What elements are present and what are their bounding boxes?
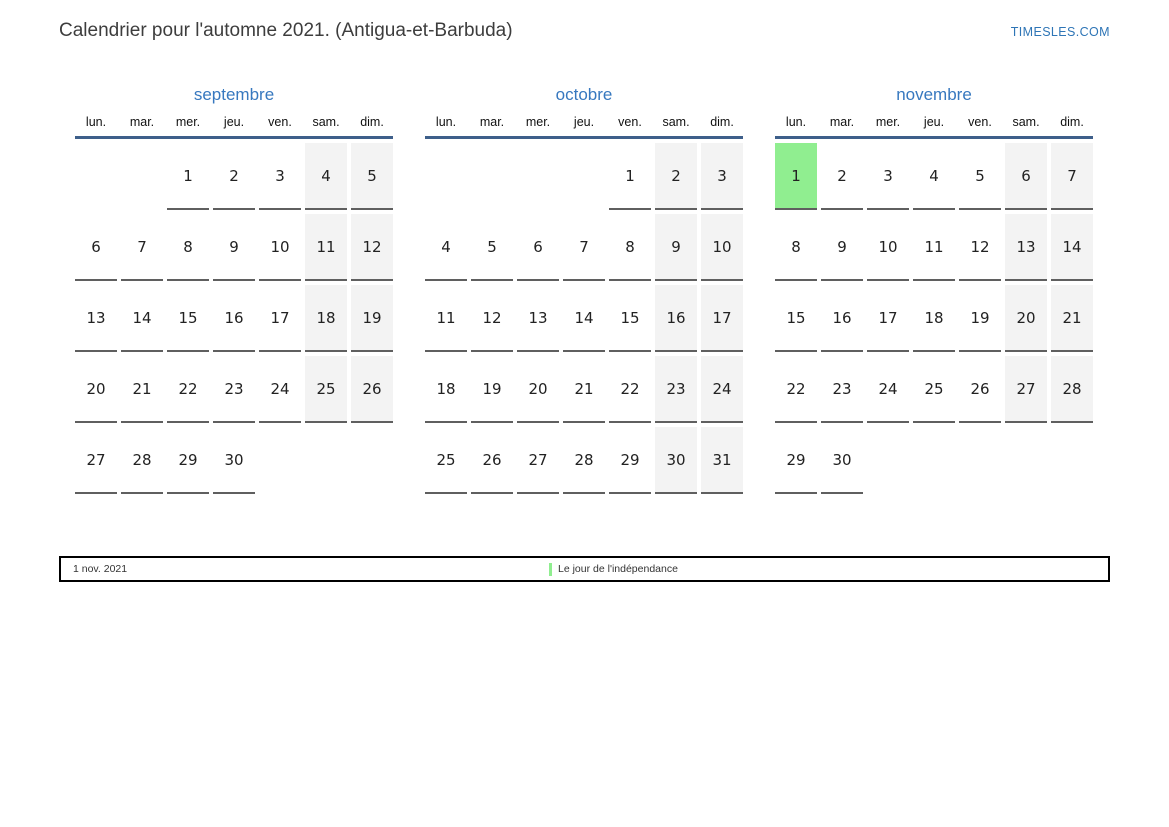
day-cell: 28 (1051, 356, 1093, 423)
month-calendar-november (775, 84, 1093, 494)
day-cell: 21 (1051, 285, 1093, 352)
day-cell: 2 (655, 143, 697, 210)
day-cell: 14 (1051, 214, 1093, 281)
day-cell: 8 (609, 214, 651, 281)
empty-cell (259, 427, 301, 494)
weekday-label: mar. (129, 115, 155, 129)
day-cell: 2 (821, 143, 863, 210)
weekday-label: sam. (662, 115, 690, 129)
month-title: octobre (555, 85, 613, 104)
month-title: septembre (193, 85, 275, 104)
day-cell: 3 (259, 143, 301, 210)
day-cell: 18 (305, 285, 347, 352)
day-cell: 19 (959, 285, 1001, 352)
day-cell: 20 (517, 356, 559, 423)
day-cell: 26 (351, 356, 393, 423)
empty-cell (351, 427, 393, 494)
weekday-label: ven. (268, 115, 292, 129)
day-cell: 16 (213, 285, 255, 352)
day-cell: 21 (121, 356, 163, 423)
empty-cell (563, 143, 605, 210)
weekday-header-row (425, 115, 743, 139)
day-cell: 27 (517, 427, 559, 494)
day-cell: 12 (959, 214, 1001, 281)
day-cell: 25 (425, 427, 467, 494)
day-cell: 24 (701, 356, 743, 423)
day-cell: 16 (821, 285, 863, 352)
page-title: Calendrier pour l'automne 2021. (Antigua-et-Barbuda) (59, 20, 513, 41)
weekday-label: dim. (1060, 115, 1084, 129)
month-title: novembre (896, 85, 972, 104)
day-cell: 20 (75, 356, 117, 423)
weekday-label: mer. (875, 115, 901, 129)
day-cell: 20 (1005, 285, 1047, 352)
day-cell: 6 (1005, 143, 1047, 210)
day-cell: 29 (167, 427, 209, 494)
day-cell: 4 (305, 143, 347, 210)
weekday-header-row (75, 115, 393, 139)
month-calendar-october (425, 84, 743, 494)
day-cell: 6 (75, 214, 117, 281)
day-cell: 13 (1005, 214, 1047, 281)
weekday-label: ven. (618, 115, 642, 129)
day-cell: 25 (913, 356, 955, 423)
day-cell: 29 (609, 427, 651, 494)
day-cell: 4 (913, 143, 955, 210)
empty-cell (121, 143, 163, 210)
day-cell: 17 (259, 285, 301, 352)
day-cell: 16 (655, 285, 697, 352)
day-cell: 1 (609, 143, 651, 210)
weekday-label: mar. (829, 115, 855, 129)
weekday-label: sam. (1012, 115, 1040, 129)
day-cell: 26 (959, 356, 1001, 423)
day-cell: 15 (609, 285, 651, 352)
day-cell: 5 (351, 143, 393, 210)
day-cell: 9 (655, 214, 697, 281)
weekday-label: lun. (435, 115, 457, 129)
holiday-marker-icon (549, 563, 552, 576)
day-cell: 8 (775, 214, 817, 281)
day-cell: 7 (563, 214, 605, 281)
weekday-label: mar. (479, 115, 505, 129)
day-cell: 15 (775, 285, 817, 352)
empty-cell (1051, 427, 1093, 494)
weekday-label: dim. (710, 115, 734, 129)
day-cell: 2 (213, 143, 255, 210)
weekday-label: jeu. (923, 115, 945, 129)
day-cell: 6 (517, 214, 559, 281)
weekday-header-row (775, 115, 1093, 139)
month-grid (75, 143, 393, 494)
months-row (75, 84, 1093, 494)
empty-cell (517, 143, 559, 210)
month-calendar-september (75, 84, 393, 494)
day-cell: 11 (913, 214, 955, 281)
legend-holiday-item (549, 558, 678, 580)
day-cell: 24 (867, 356, 909, 423)
day-cell: 22 (775, 356, 817, 423)
empty-cell (305, 427, 347, 494)
weekday-label: mer. (525, 115, 551, 129)
legend-date: 1 nov. 2021 (73, 563, 128, 575)
day-cell: 17 (701, 285, 743, 352)
day-cell: 29 (775, 427, 817, 494)
weekday-label: lun. (85, 115, 107, 129)
day-cell: 3 (867, 143, 909, 210)
day-cell: 14 (563, 285, 605, 352)
day-cell: 1 (167, 143, 209, 210)
day-cell: 25 (305, 356, 347, 423)
weekday-label: jeu. (223, 115, 245, 129)
day-cell: 13 (75, 285, 117, 352)
day-cell: 21 (563, 356, 605, 423)
weekday-label: sam. (312, 115, 340, 129)
day-cell: 7 (1051, 143, 1093, 210)
day-cell: 13 (517, 285, 559, 352)
day-cell: 8 (167, 214, 209, 281)
empty-cell (471, 143, 513, 210)
day-cell: 17 (867, 285, 909, 352)
day-cell: 30 (655, 427, 697, 494)
empty-cell (425, 143, 467, 210)
day-cell: 12 (471, 285, 513, 352)
day-cell: 22 (609, 356, 651, 423)
day-cell: 19 (351, 285, 393, 352)
legend-bar (59, 556, 1110, 582)
day-cell: 10 (259, 214, 301, 281)
weekday-label: ven. (968, 115, 992, 129)
day-cell: 26 (471, 427, 513, 494)
empty-cell (75, 143, 117, 210)
empty-cell (913, 427, 955, 494)
day-cell: 19 (471, 356, 513, 423)
day-cell: 11 (425, 285, 467, 352)
weekday-label: jeu. (573, 115, 595, 129)
day-cell: 4 (425, 214, 467, 281)
day-cell: 3 (701, 143, 743, 210)
day-cell: 14 (121, 285, 163, 352)
day-cell: 28 (563, 427, 605, 494)
weekday-label: mer. (175, 115, 201, 129)
day-cell: 22 (167, 356, 209, 423)
day-cell: 23 (821, 356, 863, 423)
day-cell: 11 (305, 214, 347, 281)
day-cell: 9 (213, 214, 255, 281)
day-cell: 27 (1005, 356, 1047, 423)
weekday-label: lun. (785, 115, 807, 129)
day-cell: 5 (471, 214, 513, 281)
day-cell: 31 (701, 427, 743, 494)
day-cell: 7 (121, 214, 163, 281)
day-cell: 27 (75, 427, 117, 494)
site-link[interactable]: TIMESLES.COM (1010, 25, 1110, 39)
day-cell: 24 (259, 356, 301, 423)
day-cell: 10 (701, 214, 743, 281)
month-grid (775, 143, 1093, 494)
month-grid (425, 143, 743, 494)
day-cell: 9 (821, 214, 863, 281)
day-cell: 10 (867, 214, 909, 281)
weekday-label: dim. (360, 115, 384, 129)
day-cell: 18 (425, 356, 467, 423)
day-cell: 23 (655, 356, 697, 423)
day-cell: 30 (213, 427, 255, 494)
day-cell: 18 (913, 285, 955, 352)
day-cell: 15 (167, 285, 209, 352)
empty-cell (1005, 427, 1047, 494)
day-cell: 12 (351, 214, 393, 281)
legend-holiday-label: Le jour de l'indépendance (558, 563, 678, 575)
day-cell: 23 (213, 356, 255, 423)
empty-cell (959, 427, 1001, 494)
day-cell: 30 (821, 427, 863, 494)
empty-cell (867, 427, 909, 494)
day-cell: 1 (775, 143, 817, 210)
day-cell: 28 (121, 427, 163, 494)
day-cell: 5 (959, 143, 1001, 210)
